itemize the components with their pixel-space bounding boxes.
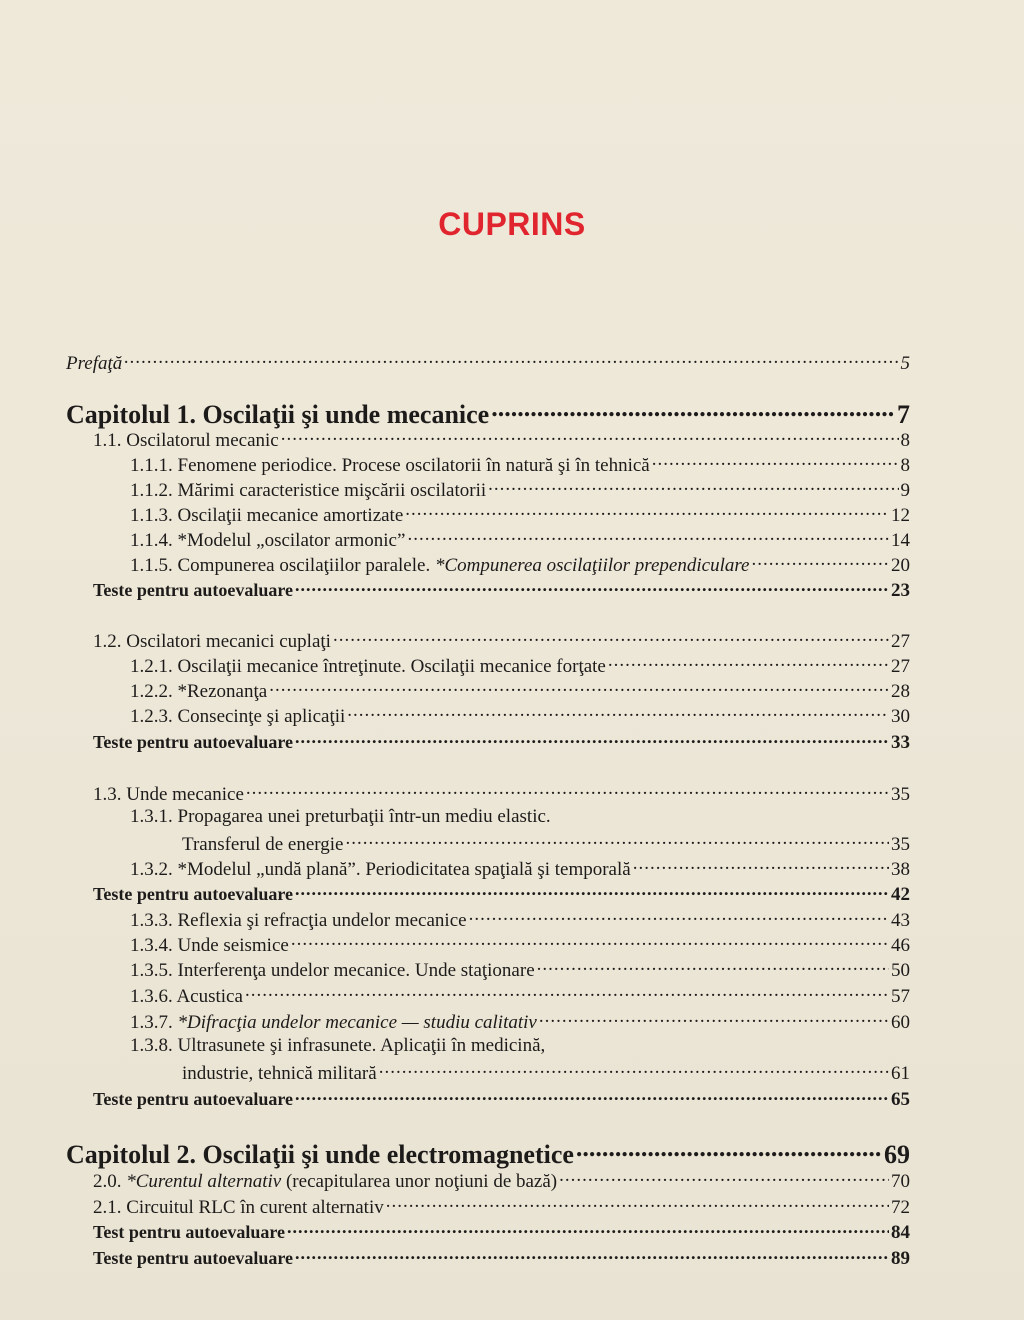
toc-entry-1-2[interactable]	[93, 628, 910, 653]
test-label: Test pentru autoevaluare	[93, 1222, 286, 1242]
toc-entry-label: 2.1. Circuitul RLC în curent alternativ	[93, 1197, 384, 1218]
toc-entry-page: 8	[900, 430, 910, 451]
chapter-page: 7	[897, 400, 910, 429]
toc-entry-page: 35	[891, 834, 910, 855]
toc-test-5[interactable]	[93, 1220, 910, 1244]
toc-entry-1-2-2[interactable]	[130, 678, 910, 703]
chapter-label: Capitolul 1. Oscilaţii şi unde mecanice	[66, 400, 490, 429]
toc-entry-page: 35	[891, 784, 910, 805]
toc-entry-label: 1.3. Unde mecanice	[93, 784, 244, 805]
toc-entry-page: 8	[900, 455, 910, 476]
toc-entry-page: 70	[891, 1171, 910, 1192]
toc-entry-label-plain: 1.3.7.	[130, 1012, 178, 1033]
toc-entry-2-1[interactable]	[93, 1194, 910, 1219]
dot-leader	[345, 831, 889, 850]
dot-leader	[405, 502, 889, 521]
toc-entry-2-0[interactable]	[93, 1168, 910, 1193]
toc-entry-page: 60	[891, 1012, 910, 1033]
toc-entry-1-1-2[interactable]	[130, 477, 910, 502]
toc-entry-1-1-4[interactable]	[130, 527, 910, 552]
toc-test-6[interactable]	[93, 1246, 910, 1270]
dot-leader	[379, 1060, 889, 1079]
toc-entry-1-3-1-line1[interactable]: 1.3.1. Propagarea unei preturbaţii într-un mediu elastic.	[130, 806, 551, 827]
chapter-page: 69	[884, 1140, 910, 1169]
test-page: 33	[891, 732, 910, 753]
toc-entry-1-1-5[interactable]	[130, 552, 910, 577]
toc-entry-1-3-8[interactable]	[182, 1060, 910, 1085]
toc-entry-label	[93, 1171, 557, 1193]
dot-leader	[576, 1137, 882, 1163]
toc-entry-label: 1.1.3. Oscilaţii mecanice amortizate	[130, 505, 404, 526]
toc-entry-label-plain: (recapitularea unor noţiuni de bază)	[281, 1171, 558, 1192]
toc-entry-1-3-8-line1[interactable]: 1.3.8. Ultrasunete şi infrasunete. Aplicaţii în medicină,	[130, 1035, 546, 1056]
dot-leader	[295, 882, 889, 900]
toc-entry-label: 1.1.4. *Modelul „oscilator armonic”	[130, 530, 406, 551]
toc-entry-page: 38	[891, 859, 910, 880]
toc-entry-page: 27	[891, 631, 910, 652]
toc-entry-1-3-4[interactable]	[130, 932, 910, 957]
toc-entry-label-plain: 2.0.	[93, 1171, 127, 1192]
toc-entry-1-3-5[interactable]	[130, 957, 910, 982]
toc-entry-label-plain: 1.1.5. Compunerea oscilaţiilor paralele.	[130, 555, 435, 576]
dot-leader	[295, 1246, 889, 1264]
toc-entry-label-italic: *Curentul alternativ	[126, 1171, 282, 1192]
test-label: Teste pentru autoevaluare	[93, 1248, 293, 1268]
toc-entry-page: 20	[891, 555, 910, 576]
dot-leader	[245, 983, 889, 1002]
test-page: 65	[891, 1089, 910, 1110]
toc-entry-1-3-6[interactable]	[130, 983, 910, 1008]
toc-entry-page: 50	[891, 960, 910, 981]
toc-entry-1-1-1[interactable]	[130, 452, 910, 477]
toc-entry-label: 1.2. Oscilatori mecanici cuplaţi	[93, 631, 331, 652]
toc-entry-label: 1.3.3. Reflexia şi refracţia undelor mecanice	[130, 910, 467, 931]
dot-leader	[347, 703, 889, 722]
toc-test-2[interactable]	[93, 730, 910, 754]
dot-leader	[633, 856, 889, 875]
page-title: CUPRINS	[438, 206, 586, 242]
toc-entry-page: 14	[891, 530, 910, 551]
chapter-label: Capitolul 2. Oscilaţii şi unde electromagnetice	[66, 1140, 574, 1169]
toc-entry-page: 27	[891, 656, 910, 677]
toc-entry-1-1[interactable]	[93, 427, 910, 452]
dot-leader	[652, 452, 899, 471]
test-page: 23	[891, 580, 910, 601]
dot-leader	[333, 628, 889, 647]
toc-entry-label: industrie, tehnică militară	[182, 1063, 377, 1084]
toc-entry-preface[interactable]	[66, 350, 910, 375]
toc-entry-page: 28	[891, 681, 910, 702]
dot-leader	[246, 781, 889, 800]
toc-entry-label: 1.2.1. Oscilaţii mecanice întreţinute. Oscilaţii mecanice forţate	[130, 656, 606, 677]
toc-test-1[interactable]	[93, 578, 910, 602]
dot-leader	[124, 350, 898, 369]
dot-leader	[559, 1168, 889, 1187]
test-label: Teste pentru autoevaluare	[93, 732, 293, 752]
dot-leader	[469, 907, 889, 926]
toc-entry-page: 43	[891, 910, 910, 931]
dot-leader	[287, 1220, 889, 1238]
dot-leader	[407, 527, 889, 546]
test-label: Teste pentru autoevaluare	[93, 884, 293, 904]
toc-entry-page: 57	[891, 986, 910, 1007]
toc-entry-label: 1.3.6. Acustica	[130, 986, 243, 1007]
toc-entry-label	[130, 1012, 537, 1034]
toc-entry-label: 1.1. Oscilatorul mecanic	[93, 430, 279, 451]
toc-entry-page: 46	[891, 935, 910, 956]
toc-entry-page: 12	[891, 505, 910, 526]
dot-leader	[386, 1194, 889, 1213]
test-page: 42	[891, 884, 910, 905]
toc-test-3[interactable]	[93, 882, 910, 906]
toc-entry-1-2-3[interactable]	[130, 703, 910, 728]
toc-entry-label: 1.3.4. Unde seismice	[130, 935, 289, 956]
test-label: Teste pentru autoevaluare	[93, 580, 293, 600]
toc-entry-label: 1.2.2. *Rezonanţa	[130, 681, 268, 702]
toc-entry-page: 9	[900, 480, 910, 501]
toc-entry-1-3-3[interactable]	[130, 907, 910, 932]
test-page: 84	[891, 1222, 910, 1243]
toc-entry-label: Transferul de energie	[182, 834, 344, 855]
dot-leader	[488, 477, 898, 496]
dot-leader	[491, 397, 895, 423]
test-page: 89	[891, 1248, 910, 1269]
dot-leader	[537, 957, 889, 976]
dot-leader	[608, 653, 889, 672]
toc-chapter-1[interactable]	[66, 397, 910, 430]
toc-chapter-2[interactable]	[66, 1137, 910, 1170]
toc-entry-label: 1.2.3. Consecinţe şi aplicaţii	[130, 706, 346, 727]
dot-leader	[295, 1087, 889, 1105]
toc-test-4[interactable]	[93, 1087, 910, 1111]
toc-entry-1-1-3[interactable]	[130, 502, 910, 527]
toc-entry-label-italic: *Difracţia undelor mecanice — studiu calitativ	[177, 1012, 537, 1033]
toc-entry-page: 5	[900, 353, 910, 374]
toc-entry-label: Prefaţă	[66, 353, 123, 374]
toc-entry-label: 1.1.1. Fenomene periodice. Procese oscilatorii în natură şi în tehnică	[130, 455, 650, 476]
dot-leader	[281, 427, 899, 446]
toc-entry-label: 1.3.2. *Modelul „undă plană”. Periodicitatea spaţială şi temporală	[130, 859, 631, 880]
toc-entry-label: 1.3.5. Interferenţa undelor mecanice. Unde staţionare	[130, 960, 535, 981]
toc-entry-label-italic: *Compunerea oscilaţiilor prependiculare	[434, 555, 750, 576]
toc-entry-1-2-1[interactable]	[130, 653, 910, 678]
toc-entry-1-3-7[interactable]	[130, 1009, 910, 1034]
test-label: Teste pentru autoevaluare	[93, 1089, 293, 1109]
dot-leader	[295, 578, 889, 596]
toc-entry-page: 72	[891, 1197, 910, 1218]
toc-entry-label: 1.1.2. Mărimi caracteristice mişcării oscilatorii	[130, 480, 487, 501]
dot-leader	[295, 730, 889, 748]
toc-entry-1-3-1[interactable]	[182, 831, 910, 856]
toc-entry-page: 61	[891, 1063, 910, 1084]
dot-leader	[751, 552, 889, 571]
dot-leader	[291, 932, 889, 951]
dot-leader	[539, 1009, 889, 1028]
toc-entry-1-3[interactable]	[93, 781, 910, 806]
dot-leader	[269, 678, 889, 697]
toc-entry-1-3-2[interactable]	[130, 856, 910, 881]
toc-entry-label	[130, 555, 749, 577]
toc-entry-page: 30	[891, 706, 910, 727]
